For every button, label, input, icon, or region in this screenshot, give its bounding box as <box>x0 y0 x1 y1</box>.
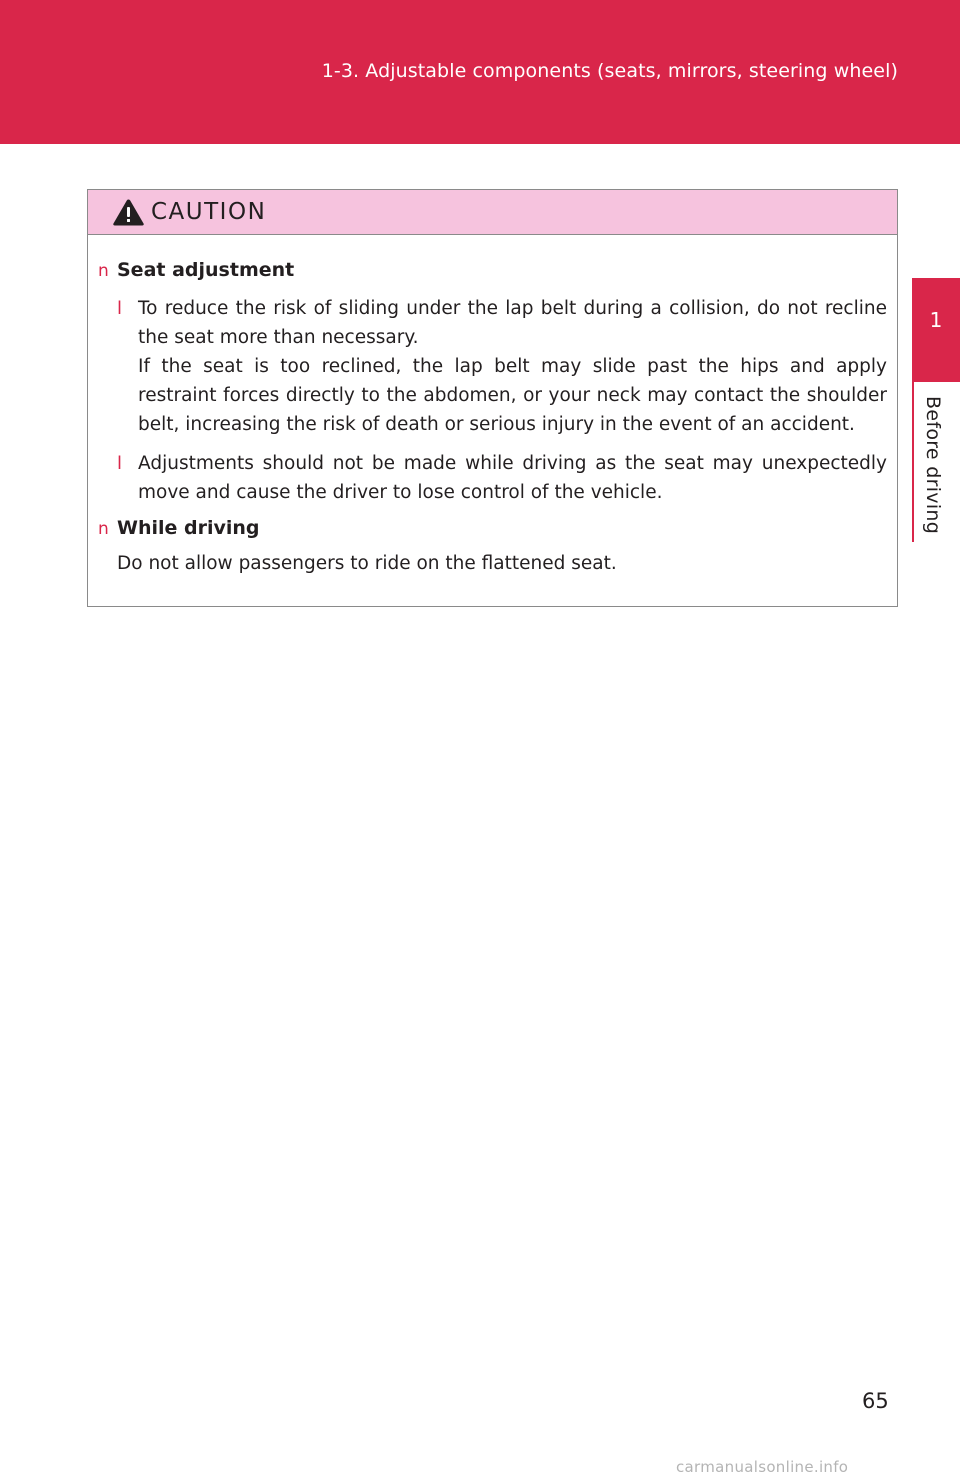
section-heading-seat-adjustment <box>98 257 887 284</box>
header-band <box>0 0 960 144</box>
dot-bullet-icon: l <box>117 453 123 474</box>
paragraph: Adjustments should not be made while driving as the seat may unexpectedly move and cause the driver to lose control of the vehicle. <box>138 453 887 503</box>
caution-box <box>87 189 898 607</box>
caution-body <box>88 235 897 578</box>
chapter-side-line <box>912 382 914 542</box>
list-item <box>117 449 887 507</box>
page-number: 65 <box>862 1389 889 1413</box>
section-heading-while-driving <box>98 515 887 542</box>
warning-triangle-icon <box>112 198 145 227</box>
heading-text: Seat adjustment <box>117 259 295 281</box>
dot-bullet-icon: l <box>117 298 123 319</box>
list-item-text <box>138 449 887 507</box>
heading-text: While driving <box>117 517 260 539</box>
paragraph: If the seat is too reclined, the lap belt may slide past the hips and apply restraint forces directly to the abdomen, or your neck may contact the shoulder belt, increasing the risk of death or serious injury in the event of an accident. <box>138 356 887 435</box>
caution-title: CAUTION <box>151 199 267 225</box>
section-text: Do not allow passengers to ride on the flattened seat. <box>117 553 617 574</box>
square-bullet-icon: n <box>98 519 109 539</box>
chapter-tab[interactable] <box>912 278 960 382</box>
list-item-text <box>138 294 887 439</box>
chapter-number: 1 <box>929 308 943 332</box>
watermark: carmanualsonline.info <box>676 1458 849 1476</box>
section-title: 1-3. Adjustable components (seats, mirrors, steering wheel) <box>321 60 898 82</box>
caution-header <box>88 190 897 235</box>
paragraph: To reduce the risk of sliding under the lap belt during a collision, do not recline the seat more than necessary. <box>138 298 887 348</box>
chapter-label: Before driving <box>922 396 944 535</box>
square-bullet-icon: n <box>98 261 109 281</box>
list-item <box>117 294 887 439</box>
